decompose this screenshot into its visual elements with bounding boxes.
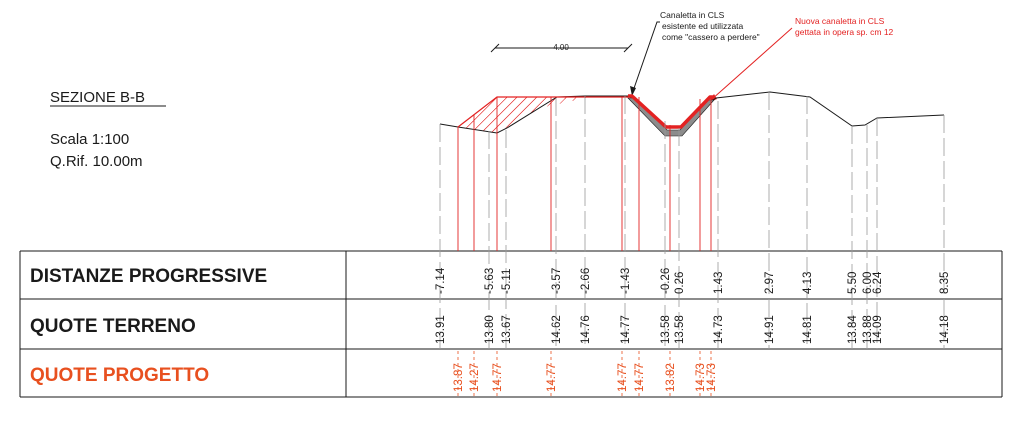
distance-label: 6.00 xyxy=(862,271,874,294)
distance-label: 2.97 xyxy=(764,271,776,294)
distance-label: -5.11 xyxy=(501,268,513,294)
row-header-distances: DISTANZE PROGRESSIVE xyxy=(30,266,268,287)
row-header-ground: QUOTE TERRENO xyxy=(30,316,196,337)
ground-elevation-label: 14.81 xyxy=(802,315,814,344)
distance-label: 8.35 xyxy=(939,271,951,294)
row-header-project: QUOTE PROGETTO xyxy=(30,365,210,386)
ground-elevation-label: 13.88 xyxy=(862,315,874,344)
ground-elevation-label: 14.18 xyxy=(939,315,951,344)
existing-note-line-2: esistente ed utilizzata xyxy=(662,21,744,31)
project-elevation-label: 14.73 xyxy=(695,363,707,392)
section-title: SEZIONE B-B xyxy=(50,89,146,106)
project-elevation-label: 14.77 xyxy=(634,363,646,392)
existing-channel-note xyxy=(630,10,760,96)
distance-label: -5.63 xyxy=(484,267,496,294)
new-note-line-1: Nuova canaletta in CLS xyxy=(795,16,885,26)
distance-label: -1.43 xyxy=(620,267,632,294)
ground-elevation-label: 13.67 xyxy=(501,315,513,344)
project-elevation-label: 14.73 xyxy=(706,363,718,392)
scale-label: Scala 1:100 xyxy=(50,131,130,148)
dimension-line xyxy=(491,43,632,52)
distance-label: 6.24 xyxy=(872,271,884,294)
ground-station-lines xyxy=(440,92,944,349)
distance-label: 0.26 xyxy=(674,271,686,294)
distance-label: -3.57 xyxy=(551,267,563,294)
distance-label: 1.43 xyxy=(713,271,725,294)
ground-elevation-label: 14.91 xyxy=(764,315,776,344)
ground-elevation-label: 13.84 xyxy=(847,315,859,344)
project-elevation-label: 14.27 xyxy=(469,363,481,392)
ground-elevation-label: 13.58 xyxy=(660,315,672,344)
project-elevation-labels xyxy=(453,363,718,392)
ground-elevation-label: 14.76 xyxy=(580,315,592,344)
distance-label: 4.13 xyxy=(802,271,814,294)
project-elevation-label: 14.77 xyxy=(492,363,504,392)
ground-elevation-labels xyxy=(435,315,951,344)
distance-labels xyxy=(435,267,951,294)
ground-elevation-label: 14.77 xyxy=(620,315,632,344)
project-elevation-label: 14.77 xyxy=(617,363,629,392)
ground-elevation-label: 13.91 xyxy=(435,315,447,344)
ground-elevation-label: 14.62 xyxy=(551,315,563,344)
distance-label: 5.50 xyxy=(847,271,859,294)
ground-elevation-label: 14.73 xyxy=(713,315,725,344)
project-elevation-label: 13.82 xyxy=(665,363,677,392)
distance-label: -0.26 xyxy=(660,267,672,294)
project-elevation-label: 13.87 xyxy=(453,363,465,392)
ground-elevation-label: 13.58 xyxy=(674,315,686,344)
distance-label: -2.66 xyxy=(580,267,592,294)
project-station-lines xyxy=(458,97,711,397)
project-elevation-label: 14.77 xyxy=(546,363,558,392)
reference-elevation-label: Q.Rif. 10.00m xyxy=(50,153,143,170)
dimension-label: 4.00 xyxy=(553,43,569,52)
existing-note-line-3: come "cassero a perdere" xyxy=(662,32,760,42)
ground-elevation-label: 14.09 xyxy=(872,315,884,344)
fill-hatch-area-2 xyxy=(458,97,590,133)
distance-label: -7.14 xyxy=(435,267,447,294)
new-note-line-2: gettata in opera sp. cm 12 xyxy=(795,27,894,37)
ground-elevation-label: 13.80 xyxy=(484,315,496,344)
existing-note-line-1: Canaletta in CLS xyxy=(660,10,725,20)
